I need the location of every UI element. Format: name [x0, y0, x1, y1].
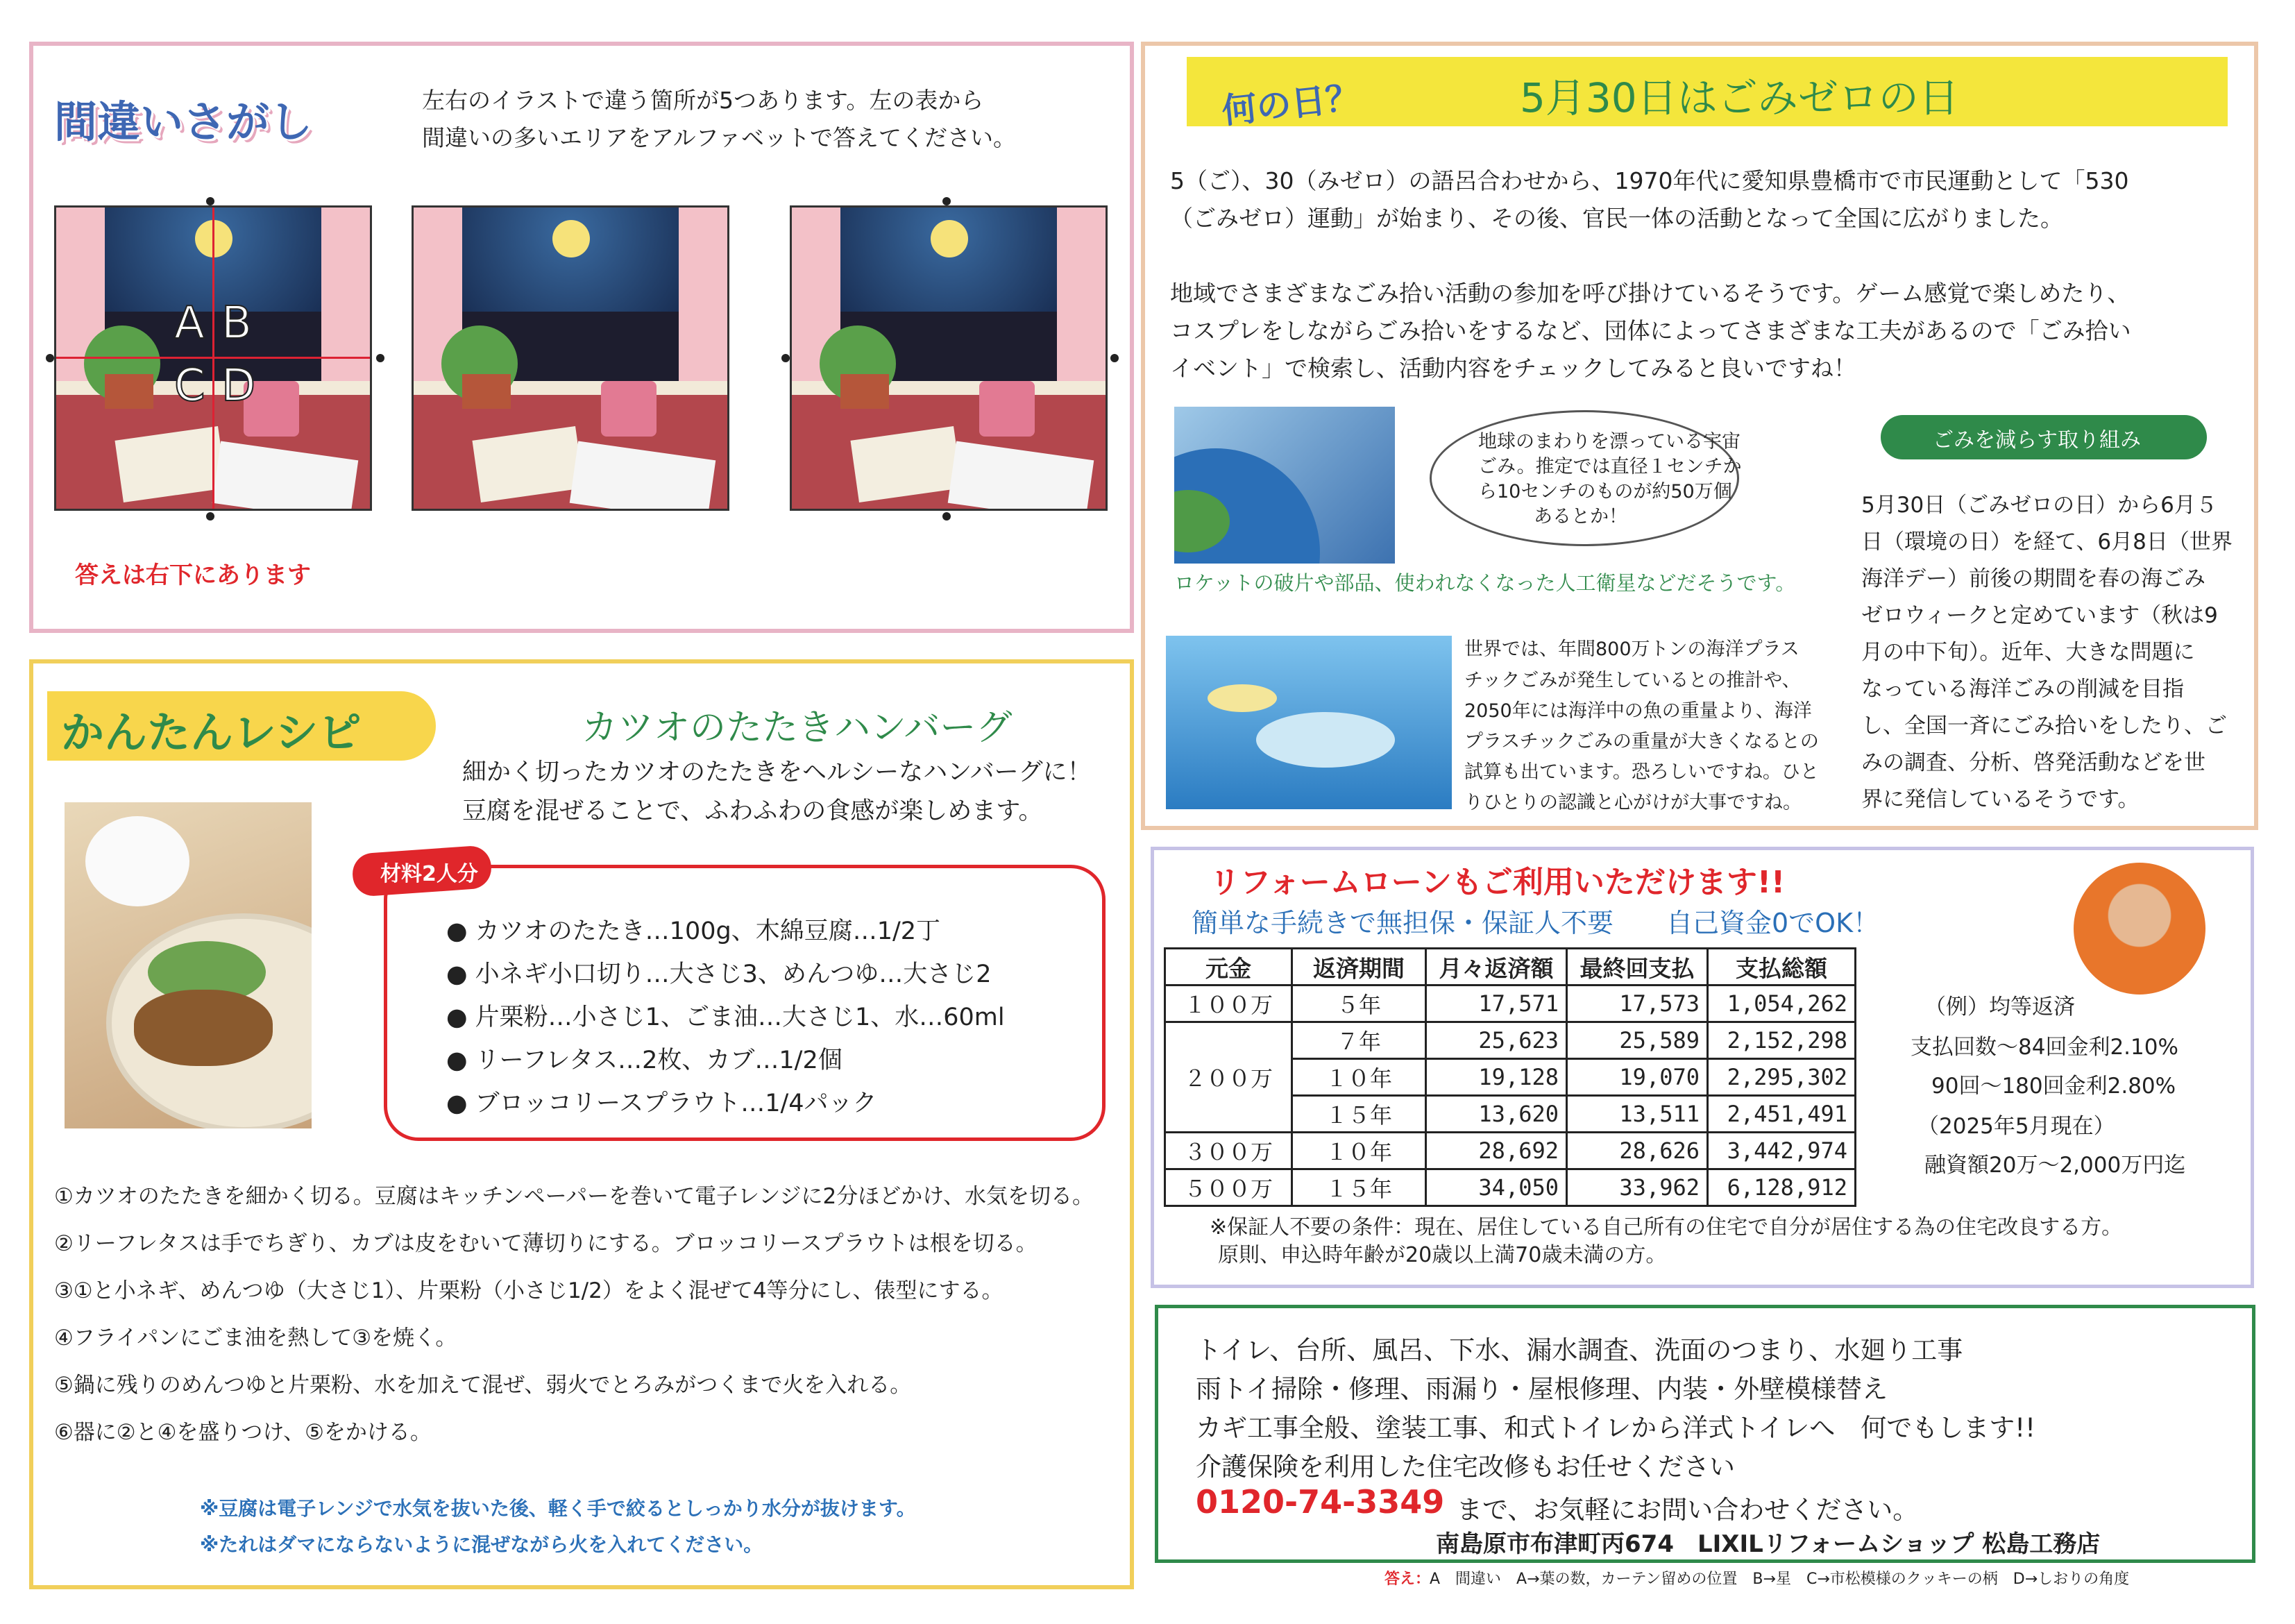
answer-text: A 間違い A→葉の数，カーテン留めの位置 B→星 C→市松模様のクッキーの柄 D→しおりの角度	[1430, 1571, 2130, 1588]
recipe-note: ※豆腐は電子レンジで水気を抜いた後、軽く手で絞るとしっかり水分が抜けます。	[200, 1497, 916, 1520]
grid-label-a: A	[174, 298, 205, 349]
loan-table	[1164, 947, 1856, 1207]
ocean-line: チックごみが発生しているとの推計や、	[1464, 670, 1801, 691]
table-cell: 3,442,974	[1708, 1133, 1856, 1169]
loan-example: 融資額20万～2,000万円迄	[1924, 1153, 2186, 1178]
recipe-step: ⑥器に②と④を盛りつけ、⑤をかける。	[54, 1420, 432, 1445]
ocean-line: 試算も出ています。恐ろしいですね。ひと	[1464, 761, 1819, 783]
table-cell: 25,589	[1567, 1022, 1708, 1059]
spot-intro-2: 間違いの多いエリアをアルファベットで答えてください。	[422, 124, 1017, 151]
loan-example: 支払回数～84回金利2.10%	[1911, 1035, 2178, 1060]
effort-line: 5月30日（ごみゼロの日）から6月５	[1861, 493, 2217, 518]
grid-label-d: D	[221, 360, 256, 412]
table-cell: 28,692	[1426, 1133, 1567, 1169]
phone-suffix: まで、お気軽にお問い合わせください。	[1457, 1495, 1919, 1525]
table-cell: １０年	[1292, 1059, 1426, 1096]
grid-label-b: B	[221, 298, 252, 349]
service-line: カギ工事全般、塗装工事、和式トイレから洋式トイレへ 何でもします!!	[1196, 1413, 2035, 1443]
recipe-step: ②リーフレタスは手でちぎり、カブは皮をむいて薄切りにする。ブロッコリースプラウトは根を切る。	[54, 1231, 1038, 1256]
illustration-grid	[54, 205, 372, 511]
ingredient-item: ● カツオのたたき…100g、木綿豆腐…1/2丁	[446, 917, 941, 945]
table-cell: 33,962	[1567, 1169, 1708, 1206]
bubble-line: 地球のまわりを漂っている宇宙	[1478, 431, 1741, 452]
answer-label: 答え：	[1384, 1571, 1431, 1588]
space-debris-image	[1174, 407, 1395, 564]
table-cell: １５年	[1292, 1169, 1426, 1206]
gomi-badge: 何の日？	[1219, 76, 1362, 132]
spot-difference-section	[29, 42, 1134, 633]
loan-subtitle: 簡単な手続きで無担保・保証人不要 自己資金0でOK！	[1192, 908, 1880, 938]
recipe-photo	[65, 802, 312, 1128]
gomi-para1-line: （ごみゼロ）運動」が始まり、その後、官民一体の活動となって全国に広がりました。	[1170, 205, 2063, 232]
table-cell: 13,620	[1426, 1096, 1567, 1133]
table-header-row	[1165, 949, 1856, 986]
illustration-original	[412, 205, 729, 511]
effort-line: し、全国一斉にごみ拾いをしたり、ご	[1861, 713, 2227, 738]
service-line: 介護保険を利用した住宅改修もお任せください	[1196, 1452, 1735, 1482]
table-cell: ３００万	[1165, 1133, 1292, 1169]
table-cell: ５年	[1292, 986, 1426, 1022]
spot-title: 間違いさがし	[54, 96, 313, 147]
table-cell: 2,451,491	[1708, 1096, 1856, 1133]
service-line: トイレ、台所、風呂、下水、漏水調査、洗面のつまり、水廻り工事	[1196, 1335, 1963, 1365]
gomi-para2-line: コスプレをしながらごみ拾いをするなど、団体によってさまざまな工夫があるので「ごみ拾い	[1170, 317, 2131, 344]
recipe-name: カツオのたたきハンバーグ	[582, 707, 1013, 749]
table-cell: ５００万	[1165, 1169, 1292, 1206]
ingredients-label: 材料2人分	[380, 862, 478, 886]
recipe-step: ④フライパンにごま油を熱して③を焼く。	[54, 1326, 457, 1351]
recipe-step: ①カツオのたたきを細かく切る。豆腐はキッチンペーパーを巻いて電子レンジに2分ほどかけ、水気を切る。	[54, 1184, 1094, 1209]
table-cell: ２００万	[1165, 1022, 1292, 1133]
table-cell: 17,573	[1567, 986, 1708, 1022]
bubble-line: ごみ。推定では直径１センチか	[1478, 456, 1742, 477]
effort-line: なっている海洋ごみの削減を目指	[1861, 677, 2184, 702]
ingredient-text: 小ネギ小口切り…大さじ3、めんつゆ…大さじ2	[475, 961, 992, 988]
table-cell: 25,623	[1426, 1022, 1567, 1059]
ingredient-item: ● リーフレタス…2枚、カブ…1/2個	[446, 1047, 842, 1074]
gomi-zero-section	[1141, 42, 2258, 830]
table-cell: 17,571	[1426, 986, 1567, 1022]
effort-line: 月の中下旬）。近年、大きな問題に	[1861, 640, 2195, 665]
effort-line: 日（環境の日）を経て、6月8日（世界	[1861, 530, 2233, 555]
illustration-changed	[790, 205, 1108, 511]
ingredient-text: カツオのたたき…100g、木綿豆腐…1/2丁	[475, 917, 941, 945]
phone-number[interactable]: 0120-74-3349	[1196, 1483, 1445, 1521]
table-cell: １０年	[1292, 1133, 1426, 1169]
rocket-caption: ロケットの破片や部品、使われなくなった人工衛星などだそうです。	[1174, 571, 1796, 595]
loan-example: （2025年5月現在）	[1917, 1114, 2115, 1139]
bubble-line: ら10センチのものが約50万個	[1478, 481, 1732, 502]
gomi-para1-line: 5（ご）、30（みゼロ）の語呂合わせから、1970年代に愛知県豊橋市で市民運動として「530	[1170, 167, 2129, 194]
effort-line: ゼロウィークと定めています（秋は9	[1861, 603, 2218, 628]
recipe-intro-1: 細かく切ったカツオのたたきをヘルシーなハンバーグに！	[462, 759, 1092, 786]
recipe-heading: かんたんレシピ	[61, 707, 362, 758]
effort-line: 海洋デー）前後の期間を春の海ごみ	[1861, 566, 2205, 591]
loan-example: （例）均等返済	[1924, 995, 2075, 1020]
table-row	[1165, 986, 1856, 1022]
grid-label-c: C	[174, 360, 205, 412]
table-row	[1165, 1169, 1856, 1206]
ingredient-text: ブロッコリースプラウト…1/4パック	[475, 1090, 877, 1117]
reform-loan-section	[1151, 847, 2254, 1288]
header-cell: 月々返済額	[1426, 949, 1567, 986]
header-cell: 支払総額	[1708, 949, 1856, 986]
loan-condition: ※保証人不要の条件：現在、居住している自己所有の住宅で自分が居住する為の住宅改良する方。	[1210, 1215, 2123, 1240]
gomi-para2-line: 地域でさまざまなごみ拾い活動の参加を呼び掛けているそうです。ゲーム感覚で楽しめたり、	[1170, 280, 2131, 307]
ocean-line: 世界では、年間800万トンの海洋プラス	[1464, 638, 1799, 660]
ocean-plastic-image	[1166, 636, 1452, 809]
table-cell: １００万	[1165, 986, 1292, 1022]
table-cell: 19,128	[1426, 1059, 1567, 1096]
answer-note: 答えは右下にあります	[75, 561, 311, 589]
recipe-step: ⑤鍋に残りのめんつゆと片栗粉、水を加えて混ぜ、弱火でとろみがつくまで火を入れる。	[54, 1373, 912, 1398]
table-row	[1165, 1022, 1856, 1059]
ocean-line: プラスチックごみの重量が大きくなるとの	[1464, 731, 1819, 752]
recipe-note: ※たれはダマにならないように混ぜながら火を入れてください。	[200, 1533, 763, 1556]
loan-title: リフォームローンもご利用いただけます!!	[1210, 865, 1786, 900]
recipe-step: ③①と小ネギ、めんつゆ（大さじ1）、片栗粉（小さじ1/2）をよく混ぜて4等分にし、俵型にする。	[54, 1278, 1003, 1303]
loan-example: 90回～180回金利2.80%	[1931, 1074, 2176, 1099]
table-cell: 28,626	[1567, 1133, 1708, 1169]
table-cell: 19,070	[1567, 1059, 1708, 1096]
ingredient-text: 片栗粉…小さじ1、ごま油…大さじ1、水…60ml	[475, 1004, 1005, 1031]
ingredient-item: ● ブロッコリースプラウト…1/4パック	[446, 1090, 877, 1117]
header-cell: 元金	[1165, 949, 1292, 986]
spot-intro-1: 左右のイラストで違う箇所が5つあります。左の表から	[422, 87, 984, 114]
loan-condition: 原則、申込時年齢が20歳以上満70歳未満の方。	[1218, 1243, 1667, 1267]
table-row	[1165, 1133, 1856, 1169]
header-cell: 返済期間	[1292, 949, 1426, 986]
ocean-line: 2050年には海洋中の魚の重量より、海洋	[1464, 700, 1812, 722]
table-cell: 1,054,262	[1708, 986, 1856, 1022]
table-cell: 2,295,302	[1708, 1059, 1856, 1096]
bubble-line: あるとか！	[1534, 506, 1627, 527]
recipe-section	[29, 659, 1134, 1589]
table-cell: １５年	[1292, 1096, 1426, 1133]
table-cell: 6,128,912	[1708, 1169, 1856, 1206]
shop-address: 南島原市布津町丙674 LIXILリフォームショップ 松島工務店	[1436, 1530, 2101, 1558]
table-cell: ７年	[1292, 1022, 1426, 1059]
table-cell: 13,511	[1567, 1096, 1708, 1133]
ingredient-text: リーフレタス…2枚、カブ…1/2個	[475, 1047, 842, 1074]
gomi-title: 5月30日はごみゼロの日	[1520, 74, 1959, 121]
recipe-intro-2: 豆腐を混ぜることで、ふわふわの食感が楽しめます。	[462, 797, 1043, 825]
service-line: 雨トイ掃除・修理、雨漏り・屋根修理、内装・外壁模様替え	[1196, 1374, 1888, 1404]
table-cell: 2,152,298	[1708, 1022, 1856, 1059]
gomi-para2-line: イベント」で検索し、活動内容をチェックしてみると良いですね！	[1170, 355, 1857, 382]
ingredient-item: ● 片栗粉…小さじ1、ごま油…大さじ1、水…60ml	[446, 1004, 1005, 1031]
effort-line: みの調査、分析、啓発活動などを世	[1861, 750, 2205, 775]
shop-section	[1155, 1305, 2255, 1563]
staff-photo	[2074, 863, 2205, 995]
effort-label: ごみを減らす取り組み	[1933, 428, 2141, 452]
ingredient-item: ● 小ネギ小口切り…大さじ3、めんつゆ…大さじ2	[446, 961, 992, 988]
table-cell: 34,050	[1426, 1169, 1567, 1206]
header-cell: 最終回支払	[1567, 949, 1708, 986]
effort-line: 界に発信しているそうです。	[1861, 787, 2140, 812]
ocean-line: りひとりの認識と心がけが大事ですね。	[1464, 792, 1802, 813]
